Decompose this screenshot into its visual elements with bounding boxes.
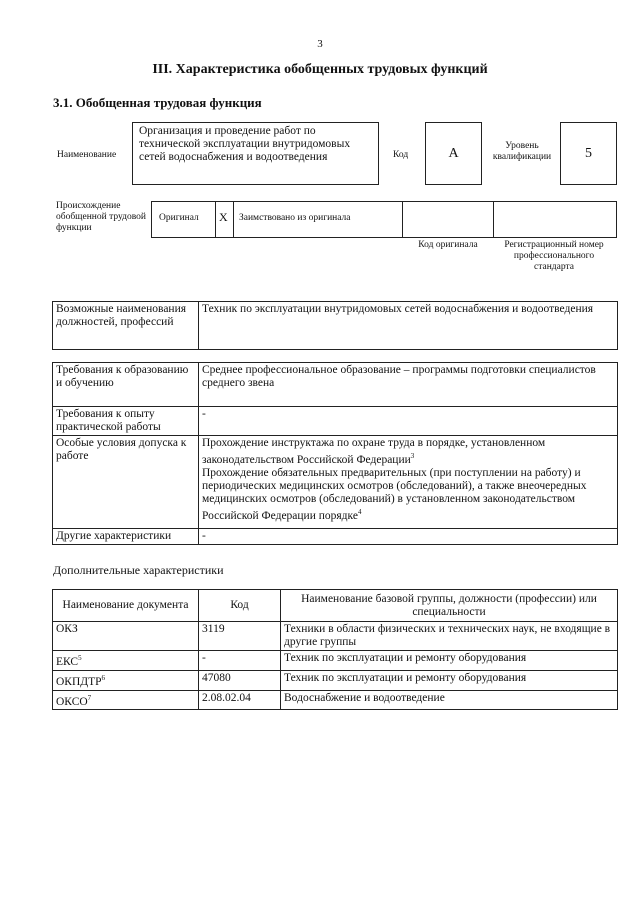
positions-value: Техник по эксплуатации внутридомовых сетей водоснабжения и водоотведения: [199, 302, 618, 350]
additional-title: Дополнительные характеристики: [53, 563, 224, 577]
column-header: Код: [199, 590, 281, 622]
original-label: Оригинал: [159, 213, 199, 223]
level-box: [560, 122, 617, 185]
column-header: Наименование базовой группы, должности (профессии) или специальности: [281, 590, 618, 622]
education-label: Требования к образованию и обучению: [53, 363, 199, 407]
doc-cell: ОКПДТР$^6$: [53, 670, 199, 690]
code-box: [425, 122, 482, 185]
section-title: III. Характеристика обобщенных трудовых функций: [152, 62, 488, 77]
table-row: [53, 302, 618, 350]
name-value: Организация и проведение работ по технической эксплуатации внутридомовых сетей водоснабжения и водоотведения: [139, 125, 351, 163]
footnote-ref: 4: [357, 507, 362, 516]
requirements-table: [52, 362, 618, 545]
table-row: [53, 529, 618, 545]
table-row: [53, 651, 618, 671]
origin-label: Происхождение обобщенной трудовой функции: [56, 201, 146, 233]
code-cell: 2.08.02.04: [199, 690, 281, 710]
experience-label: Требования к опыту практической работы: [53, 407, 199, 436]
doc-cell: ОКЗ: [53, 622, 199, 651]
footnote-ref: 3: [410, 452, 415, 460]
subsection-title: 3.1. Обобщенная трудовая функция: [53, 95, 262, 110]
positions-table: [52, 301, 618, 350]
code-original-caption: Код оригинала: [418, 240, 478, 250]
medical-text: Прохождение обязательных предварительных (при поступлении на работу) и периодических медицинских осмотров (обследований), а также внеочередных медицинских осмотров (обследований) в установленном законодательством Российской Федерации порядке: [202, 466, 587, 522]
other-label: Другие характеристики: [53, 529, 199, 545]
table-header-row: [53, 590, 618, 622]
table-row: [53, 670, 618, 690]
table-row: [53, 622, 618, 651]
education-value: Среднее профессиональное образование – программы подготовки специалистов среднего звена: [199, 363, 618, 407]
name-box: [132, 122, 379, 185]
code-cell: -: [199, 651, 281, 671]
table-row: [53, 407, 618, 436]
table-row: [53, 690, 618, 710]
name-label: Наименование: [57, 150, 117, 160]
name-cell: Техники в области физических и технических наук, не входящие в другие группы: [281, 622, 618, 651]
special-conditions-value: [199, 436, 618, 529]
name-cell: Техник по эксплуатации и ремонту оборудования: [281, 670, 618, 690]
page-number: 3: [317, 38, 323, 50]
original-mark: X: [219, 210, 228, 224]
code-label: Код: [393, 150, 409, 160]
doc-cell: ЕКС$^5$: [53, 651, 199, 671]
reg-number-caption: Регистрационный номер профессионального стандарта: [504, 240, 604, 272]
other-value: -: [199, 529, 618, 545]
additional-table: [52, 589, 618, 710]
code-cell: 3119: [199, 622, 281, 651]
name-cell: Техник по эксплуатации и ремонту оборудования: [281, 651, 618, 671]
table-row: [53, 363, 618, 407]
instruction-text: Прохождение инструктажа по охране труда в порядке, установленном законодательством Российской Федерации: [202, 437, 546, 466]
experience-value: -: [199, 407, 618, 436]
level-label: Уровень квалификации: [492, 141, 552, 162]
special-conditions-label: Особые условия допуска к работе: [53, 436, 199, 529]
borrowed-label: Заимствовано из оригинала: [239, 213, 351, 223]
doc-cell: ОКСО$^7$: [53, 690, 199, 710]
positions-label: Возможные наименования должностей, профессий: [53, 302, 199, 350]
code-cell: 47080: [199, 670, 281, 690]
level-value: 5: [585, 146, 592, 161]
name-cell: Водоснабжение и водоотведение: [281, 690, 618, 710]
code-value: А: [448, 146, 459, 161]
table-row: [53, 436, 618, 529]
column-header: Наименование документа: [53, 590, 199, 622]
